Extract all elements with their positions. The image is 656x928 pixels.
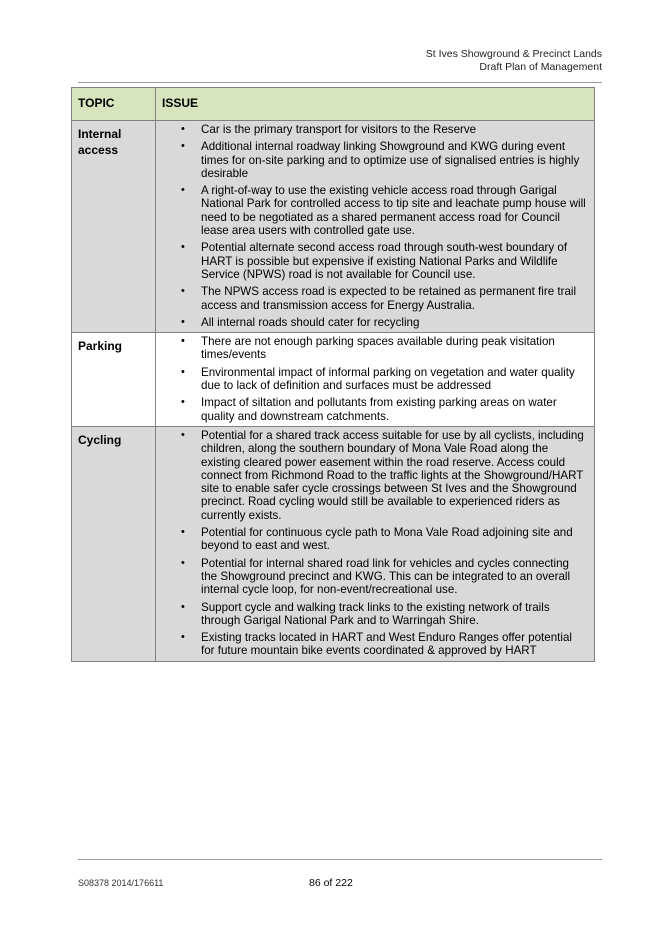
header-cell-topic [72,88,156,121]
bullet-icon: • [181,556,185,569]
column-header-topic: TOPIC [78,96,115,110]
bullet-icon: • [181,396,185,409]
issue-text: Car is the primary transport for visitors to the Reserve [201,123,477,136]
table-row [72,426,595,661]
footer-divider [78,859,602,860]
header-title: St Ives Showground & Precinct Lands [425,48,602,60]
list-item [156,285,588,312]
bullet-icon: • [181,140,185,153]
list-item [156,557,588,597]
topic-cell [72,426,156,661]
topic-label: Parking [78,339,123,354]
bullet-icon: • [181,184,185,197]
header-divider [78,82,602,83]
list-item [156,241,588,281]
issue-text: A right-of-way to use the existing vehicle access road through Garigal National Park for controlled access to tip site and leachate pump house will need to be negotiated as a shared permanent access road for Council lease area users with controlled gate use. [201,184,586,238]
bullet-icon: • [181,315,185,328]
table-row [72,121,595,333]
issue-text: Potential for continuous cycle path to Mona Vale Road adjoining site and beyond to east and west. [201,526,573,553]
issue-list [156,333,594,426]
bullet-icon: • [181,631,185,644]
document-reference: S08378 2014/176611 [78,878,164,888]
list-item [156,631,588,658]
issue-text: Potential alternate second access road through south-west boundary of HART is possible but expensive if existing National Parks and Wildlife Service (NPWS) road is not available for Council use. [201,241,568,281]
list-item [156,396,588,423]
issue-cell [156,426,595,661]
issue-text: The NPWS access road is expected to be retained as permanent fire trail access and transmission access for Energy Australia. [201,285,577,312]
topic-label: Internal access [78,127,122,157]
issue-text: Potential for a shared track access suitable for use by all cyclists, including children, along the southern boundary of Mona Vale Road along the existing cleared power easement within the road reserve. Access could connect from Richmond Road to the traffic lights at the Showground/HART site to enable safer cycle crossings between St Ives and the Showground precinct. Road cycling would still be available to experienced riders as currently exists. [201,428,584,522]
page-header [426,48,602,73]
bullet-icon: • [181,285,185,298]
bullet-icon: • [181,526,185,539]
issues-table [71,87,595,662]
list-item [156,366,588,393]
table-row [72,333,595,427]
topic-label: Cycling [78,432,122,447]
issue-text: Environmental impact of informal parking on vegetation and water quality due to lack of definition and surfaces must be addressed [201,365,575,393]
page-number: 86 of 222 [309,877,353,889]
column-header-issue: ISSUE [162,96,199,110]
bullet-icon: • [181,335,185,348]
topic-cell [72,333,156,427]
topic-cell [72,121,156,333]
bullet-icon: • [181,600,185,613]
bullet-icon: • [181,241,185,254]
header-cell-issue [156,88,595,121]
list-item [156,526,588,553]
list-item [156,335,588,362]
list-item [156,140,588,180]
bullet-icon: • [181,428,185,441]
issue-text: All internal roads should cater for recycling [201,315,420,329]
issue-text: Support cycle and walking track links to the existing network of trails through Garigal National Park and to Warringah Shire. [201,600,550,627]
issue-list [156,427,594,661]
list-item [156,601,588,628]
issue-list [156,121,594,332]
issue-text: Impact of siltation and pollutants from existing parking areas on water quality and downstream catchments. [201,396,557,423]
issue-text: Existing tracks located in HART and West Enduro Ranges offer potential for future mountain bike events coordinated & approved by HART [201,631,572,658]
bullet-icon: • [181,123,185,135]
issue-cell [156,121,595,333]
list-item [156,316,588,329]
header-subtitle: Draft Plan of Management [479,60,602,73]
list-item [156,123,588,136]
issue-cell [156,333,595,427]
issue-text: Potential for internal shared road link for vehicles and cycles connecting the Showground precinct and KWG. This can be integrated to an overall internal cycle loop, for non-event/recreational use. [201,556,571,597]
table-header-row [72,88,595,121]
issue-text: There are not enough parking spaces available during peak visitation times/events [201,335,555,362]
bullet-icon: • [181,365,185,378]
list-item [156,429,588,522]
list-item [156,184,588,237]
issue-text: Additional internal roadway linking Showground and KWG during event times for on-site parking and to optimize use of signalised entries is highly desirable [201,140,580,180]
